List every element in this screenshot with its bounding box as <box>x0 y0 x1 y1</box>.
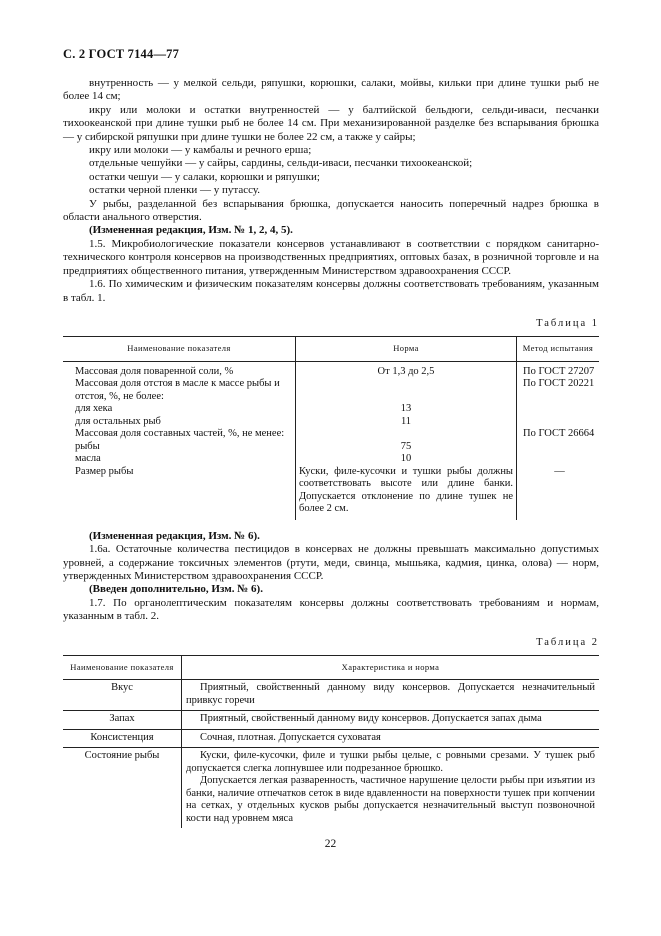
table1-cell-norm: От 1,3 до 2,5 <box>296 361 517 378</box>
table2-desc-paragraph: Куски, филе-кусочки, филе и тушки рыбы целые, с ровными срезами. У тушек рыб допускается слегка лопнувшее или подрезанное брюшко. <box>186 750 595 774</box>
table2-row <box>63 729 599 748</box>
table1-cell-name: Массовая доля отстоя в масле к массе рыбы и отстоя, %, не более: <box>63 378 296 403</box>
table1-cell-norm: 13 <box>296 403 517 416</box>
paragraph: икру или молоки — у камбалы и речного ерша; <box>89 144 312 157</box>
table2-desc-paragraph: Сочная, плотная. Допускается суховатая <box>200 731 381 743</box>
table1-cell-method <box>517 403 600 416</box>
paragraph: отдельные чешуйки — у сайры, сардины, сельди-иваси, песчанки тихоокеанской; <box>89 157 473 170</box>
paragraph: икру или молоки и остатки внутренностей — у балтийской бельдюги, сельди-иваси, песчанки тихоокеанской при длине тушки рыб не более 14 см. При механизированной разделке без вспарывания брюшка — у сибирской ряпушки при длине тушки не более 22 см, а также у сайры; <box>63 103 599 143</box>
table1-cell-norm: 10 <box>296 453 517 466</box>
paragraph: остатки чешуи — у салаки, корюшки и ряпушки; <box>89 170 320 183</box>
table1-cell-name: масла <box>63 453 296 466</box>
paragraph: 1.6. По химическим и физическим показателям консервы должны соответствовать требованиям, указанным в табл. 1. <box>63 278 599 304</box>
table1-cell-name: для хека <box>63 403 296 416</box>
table2-header-row <box>63 655 599 679</box>
table1-header-row <box>63 337 599 361</box>
paragraph: 1.5. Микробиологические показатели консервов устанавливают в соответствии с порядком санитарно-технического контроля консервов на производственных предприятиях, оптовых базах, в розничной торговле и на предприятиях общественного питания, утвержденным Министерством здравоохранения СССР. <box>63 237 599 277</box>
table2-desc-paragraph: Допускается легкая разваренность, частичное нарушение целости рыбы при изъятии из банки, наличие отпечатков сеток в виде вдавленности на поверхности тушек при копчении на сетках, у отдельных кусков рыбы допускается незначительный выступ позвоночной кости над уровнем мяса <box>186 775 595 824</box>
table1-cell-name: Размер рыбы <box>63 466 296 520</box>
table2-desc-paragraph: Приятный, свойственный данному виду консервов. Допускается незначительный привкус горечи <box>186 682 595 706</box>
table1-cell-norm: 11 <box>296 416 517 429</box>
paragraph: (Измененная редакция, Изм. № 1, 2, 4, 5). <box>89 224 293 237</box>
table1-cell-name: рыбы <box>63 441 296 454</box>
table1-cell-method: По ГОСТ 27207 <box>523 365 595 377</box>
table2 <box>63 655 599 828</box>
table1-row <box>63 466 599 520</box>
paragraph: внутренность — у мелкой сельди, ряпушки, корюшки, салаки, мойвы, кильки при длине тушки рыб не более 14 см; <box>63 77 599 103</box>
table2-cell-name: Состояние рыбы <box>63 748 182 829</box>
table1-row <box>63 428 599 441</box>
top-paragraphs <box>63 77 599 305</box>
mid-paragraphs <box>63 530 599 624</box>
table1-cell-method: По ГОСТ 26664 <box>523 428 595 440</box>
table2-header-desc: Характеристика и норма <box>182 655 600 679</box>
table1-header-method: Метод испытания <box>517 337 600 361</box>
page-number: 22 <box>324 838 337 850</box>
table2-desc-paragraph: Приятный, свойственный данному виду консервов. Допускается запах дыма <box>200 713 542 725</box>
table2-row <box>63 748 599 829</box>
page-header: С. 2 ГОСТ 7144—77 <box>63 47 180 61</box>
table1-row <box>63 378 599 403</box>
table1-cell-name: Массовая доля составных частей, %, не менее: <box>63 428 296 441</box>
table1-cell-method <box>517 416 600 429</box>
table2-cell-name: Консистенция <box>63 729 182 748</box>
table1-row <box>63 403 599 416</box>
table2-cell-name: Запах <box>63 711 182 730</box>
table2-cell-desc <box>182 680 600 711</box>
paragraph: 1.6а. Остаточные количества пестицидов в консервах не должны превышать максимально допустимых уровней, а содержание токсичных элементов (ртути, меди, свинца, мышьяка, кадмия, цинка, олова) — норм, утвержденных Министерством здравоохранения СССР. <box>63 543 599 582</box>
table1-row <box>63 416 599 429</box>
table1-cell-norm <box>296 428 517 441</box>
table2-cell-name: Вкус <box>63 680 182 711</box>
table2-row <box>63 680 599 711</box>
table1-row <box>63 441 599 454</box>
table1-caption: Таблица 1 <box>536 317 599 329</box>
table1-cell-name: для остальных рыб <box>63 416 296 429</box>
table1-cell-norm: 75 <box>296 441 517 454</box>
table1-cell-norm <box>296 378 517 403</box>
table2-cell-desc <box>182 748 600 829</box>
table1-cell-name: Массовая доля поваренной соли, % <box>63 361 296 378</box>
table2-header-name: Наименование показателя <box>63 655 182 679</box>
table1-header-name: Наименование показателя <box>63 337 296 361</box>
table1 <box>63 336 599 519</box>
table1-body <box>63 361 599 520</box>
table2-caption: Таблица 2 <box>536 636 599 648</box>
table2-cell-desc <box>182 711 600 730</box>
paragraph: (Введен дополнительно, Изм. № 6). <box>89 583 263 596</box>
table1-cell-norm: Куски, филе-кусочки и тушки рыбы должны соответствовать высоте или длине банки. Допускается отклонение по длине тушек не более 2 см. <box>296 466 517 520</box>
paragraph: (Измененная редакция, Изм. № 6). <box>89 529 260 542</box>
table1-cell-method <box>517 441 600 454</box>
table1-header-norm: Норма <box>296 337 517 361</box>
paragraph: остатки черной пленки — у путассу. <box>89 184 261 197</box>
document-body <box>63 77 599 828</box>
table1-cell-method <box>517 453 600 466</box>
paragraph: 1.7. По органолептическим показателям консервы должны соответствовать требованиям и нормам, указанным в табл. 2. <box>63 596 599 623</box>
table1-row <box>63 453 599 466</box>
table2-cell-desc <box>182 729 600 748</box>
table1-row <box>63 361 599 378</box>
table1-cell-method: По ГОСТ 20221 <box>523 378 595 390</box>
table1-cell-method: — <box>554 465 565 477</box>
table2-row <box>63 711 599 730</box>
table2-body <box>63 680 599 829</box>
paragraph: У рыбы, разделанной без вспарывания брюшка, допускается наносить поперечный надрез брюшка в области анального отверстия. <box>63 197 599 224</box>
